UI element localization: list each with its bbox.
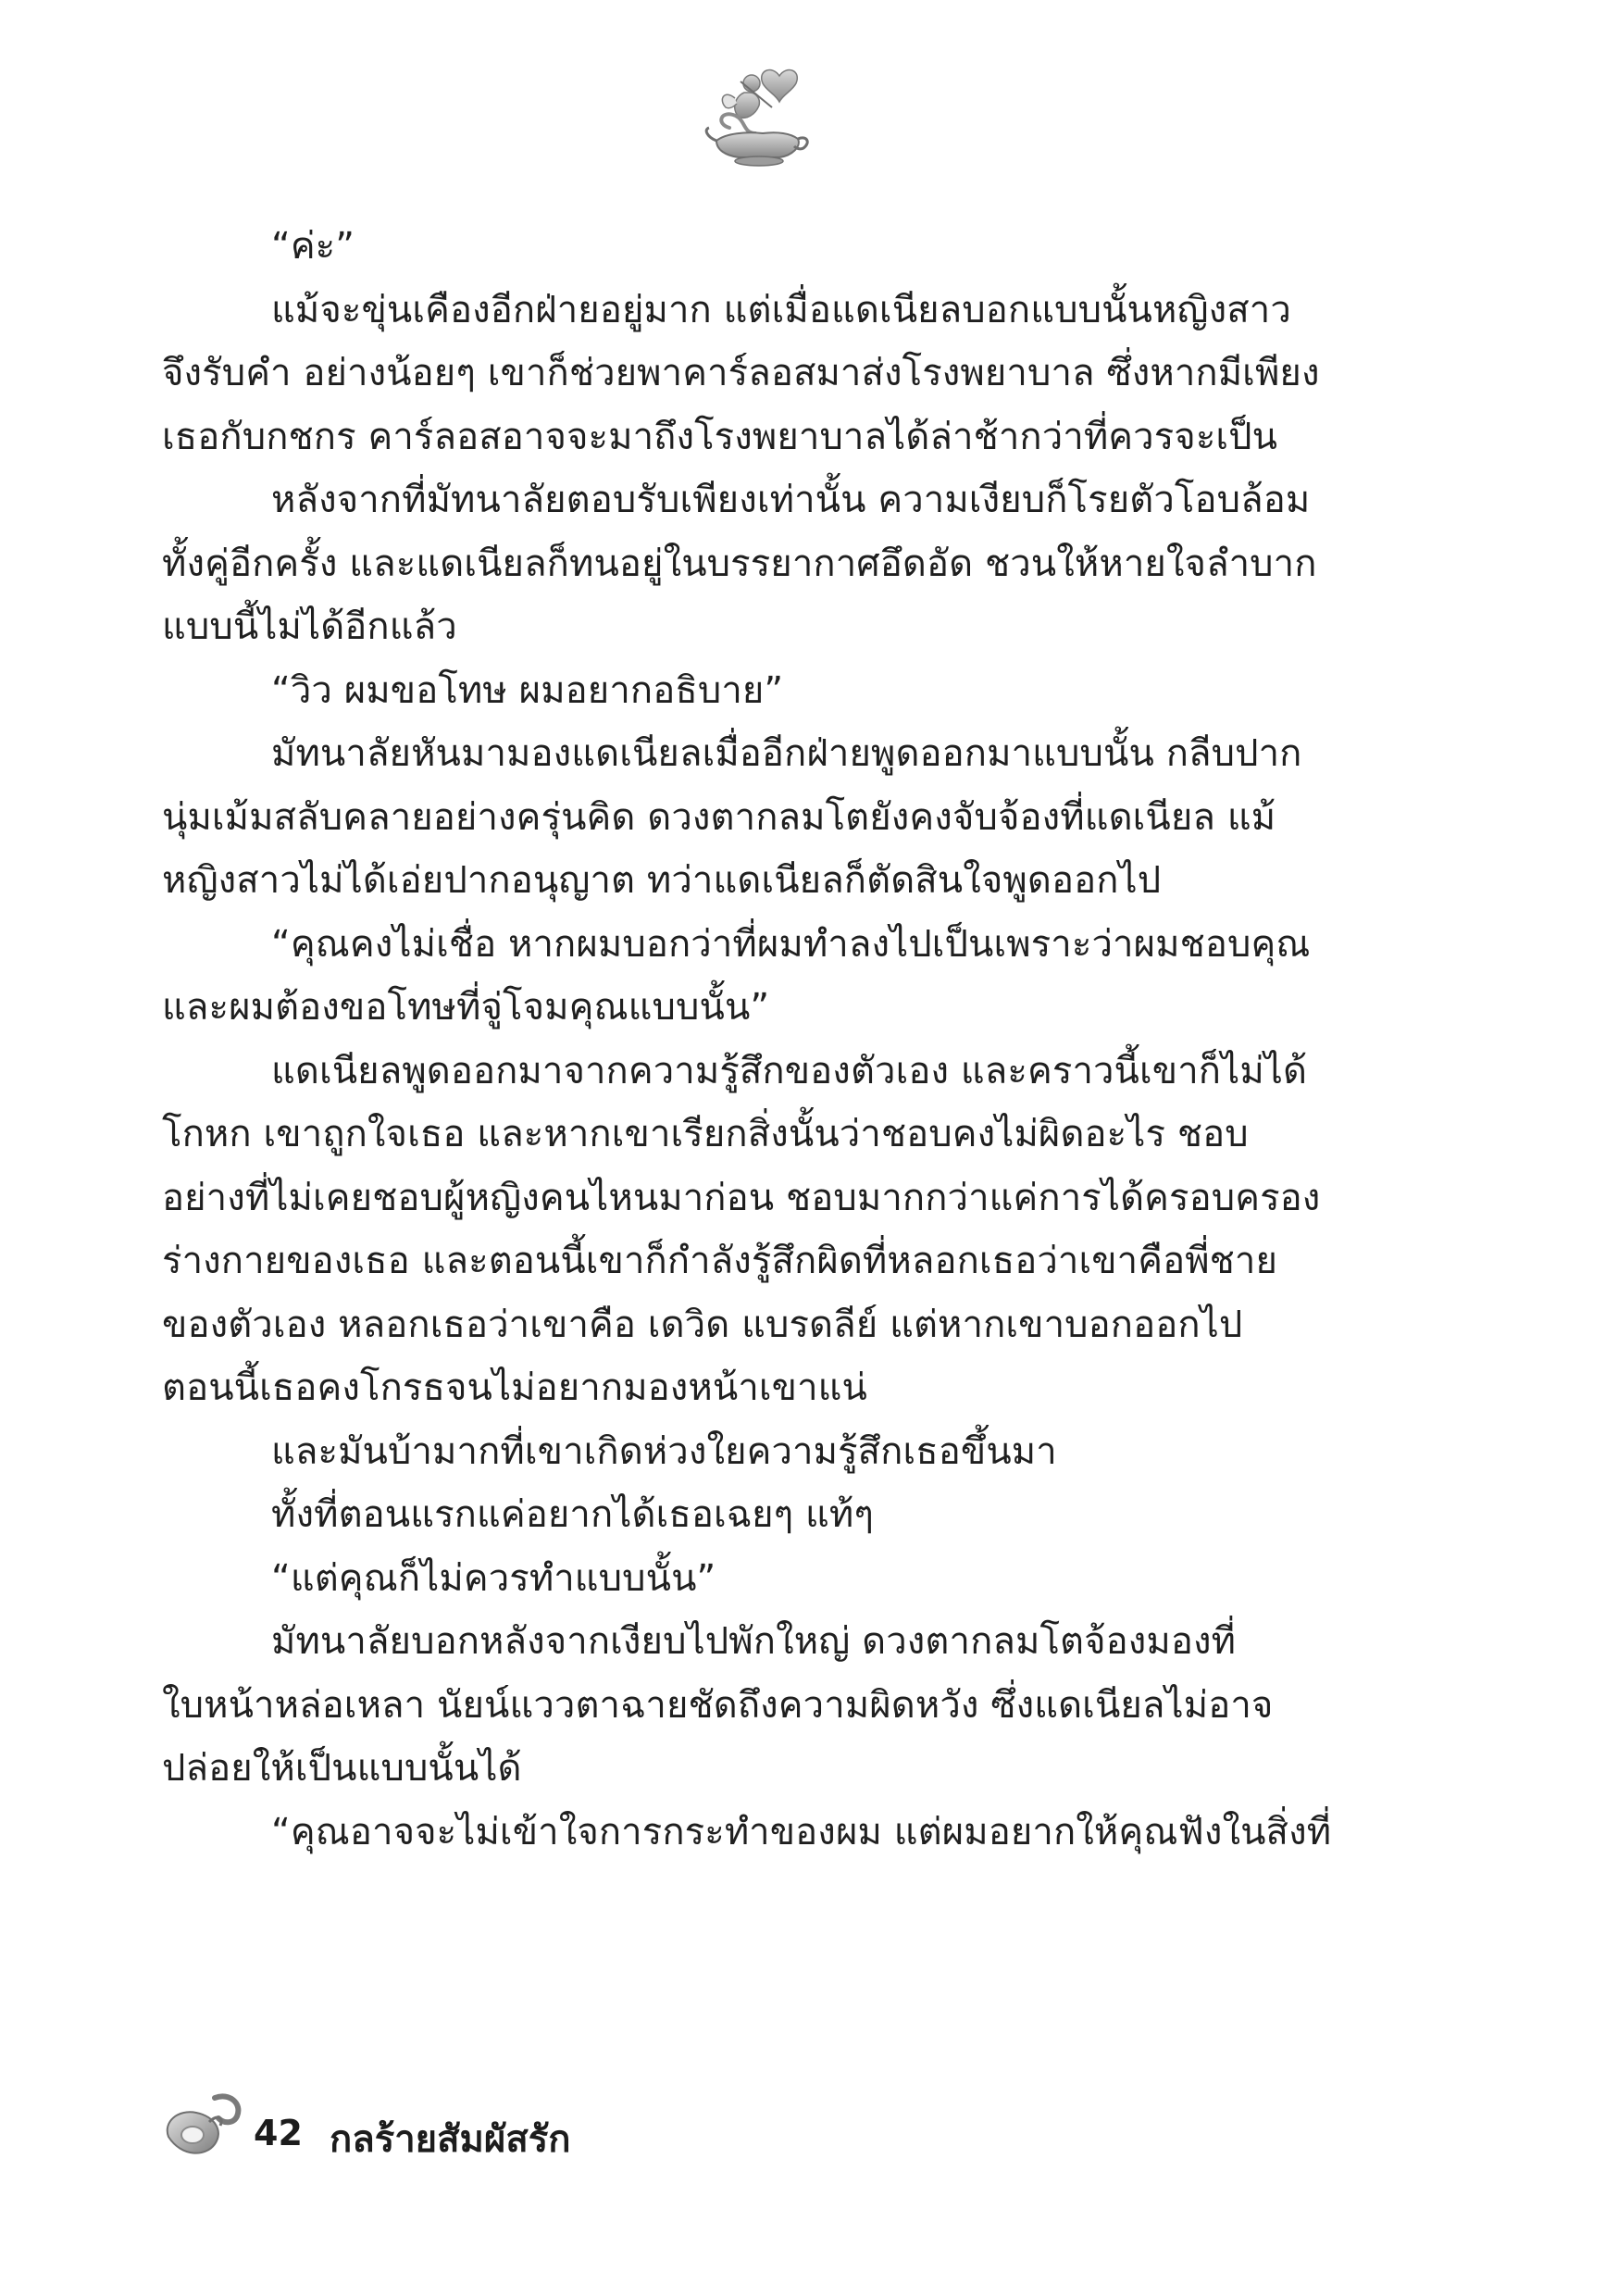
text-line: จึงรับคำ อย่างน้อยๆ เขาก็ช่วยพาคาร์ลอสมาส่งโรงพยาบาล ซึ่งหากมีเพียง xyxy=(162,352,1320,394)
text-line: ปล่อยให้เป็นแบบนั้นได้ xyxy=(162,1747,522,1790)
text-line: “วิว ผมขอโทษ ผมอยากอธิบาย” xyxy=(271,668,784,712)
text-line: นุ่มเม้มสลับคลายอย่างครุ่นคิด ดวงตากลมโตยังคงจับจ้องที่แดเนียล แม้ xyxy=(162,795,1276,839)
text-line: หลังจากที่มัทนาลัยตอบรับเพียงเท่านั้น ความเงียบก็โรยตัวโอบล้อม xyxy=(271,479,1311,521)
text-line: “คุณคงไม่เชื่อ หากผมบอกว่าที่ผมทำลงไปเป็นเพราะว่าผมชอบคุณ xyxy=(271,922,1311,966)
footer-ornament xyxy=(159,2090,248,2165)
text-line: อย่างที่ไม่เคยชอบผู้หญิงคนไหนมาก่อน ชอบมากกว่าแค่การได้ครอบครอง xyxy=(162,1176,1321,1219)
text-line: มัทนาลัยหันมามองแดเนียลเมื่ออีกฝ่ายพูดออกมาแบบนั้น กลีบปาก xyxy=(271,732,1302,775)
cupid-teapot-ornament-icon xyxy=(698,56,818,176)
text-line: แดเนียลพูดออกมาจากความรู้สึกของตัวเอง และคราวนี้เขาก็ไม่ได้ xyxy=(271,1049,1308,1092)
text-line: และผมต้องขอโทษที่จู่โจมคุณแบบนั้น” xyxy=(162,986,770,1029)
header-ornament xyxy=(698,56,818,176)
text-line: ของตัวเอง หลอกเธอว่าเขาคือ เดวิด แบรดลีย์ แต่หากเขาบอกออกไป xyxy=(162,1303,1243,1346)
text-line: แบบนี้ไม่ได้อีกแล้ว xyxy=(162,605,457,648)
text-line: ตอนนี้เธอคงโกรธจนไม่อยากมองหน้าเขาแน่ xyxy=(162,1366,867,1409)
text-line: ร่างกายของเธอ และตอนนี้เขาก็กำลังรู้สึกผิดที่หลอกเธอว่าเขาคือพี่ชาย xyxy=(162,1240,1278,1282)
text-line: หญิงสาวไม่ได้เอ่ยปากอนุญาต ทว่าแดเนียลก็ตัดสินใจพูดออกไป xyxy=(162,859,1162,902)
text-line: “ค่ะ” xyxy=(271,225,355,268)
text-line: ใบหน้าหล่อเหลา นัยน์แววตาฉายชัดถึงความผิดหวัง ซึ่งแดเนียลไม่อาจ xyxy=(162,1683,1274,1727)
page-number: 42 xyxy=(254,2113,303,2153)
book-title: กลร้ายสัมผัสรัก xyxy=(330,2118,571,2161)
pacifier-ornament-icon xyxy=(159,2090,248,2165)
text-line: แม้จะขุ่นเคืองอีกฝ่ายอยู่มาก แต่เมื่อแดเนียลบอกแบบนั้นหญิงสาว xyxy=(271,288,1291,331)
text-line: “แต่คุณก็ไม่ควรทำแบบนั้น” xyxy=(271,1556,716,1600)
text-line: ทั้งที่ตอนแรกแค่อยากได้เธอเฉยๆ แท้ๆ xyxy=(271,1493,874,1536)
text-line: มัทนาลัยบอกหลังจากเงียบไปพักใหญ่ ดวงตากลมโตจ้องมองที่ xyxy=(271,1620,1237,1663)
text-line: และมันบ้ามากที่เขาเกิดห่วงใยความรู้สึกเธอขึ้นมา xyxy=(271,1429,1057,1473)
body-text xyxy=(162,215,1347,1864)
text-line: เธอกับกชกร คาร์ลอสอาจจะมาถึงโรงพยาบาลได้ล่าช้ากว่าที่ควรจะเป็น xyxy=(162,415,1278,458)
page-footer xyxy=(159,2090,992,2165)
text-line: โกหก เขาถูกใจเธอ และหากเขาเรียกสิ่งนั้นว่าชอบคงไม่ผิดอะไร ชอบ xyxy=(162,1113,1249,1155)
text-line: “คุณอาจจะไม่เข้าใจการกระทำของผม แต่ผมอยากให้คุณฟังในสิ่งที่ xyxy=(271,1810,1332,1853)
text-line: ทั้งคู่อีกครั้ง และแดเนียลก็ทนอยู่ในบรรยากาศอึดอัด ชวนให้หายใจลำบาก xyxy=(162,542,1317,585)
